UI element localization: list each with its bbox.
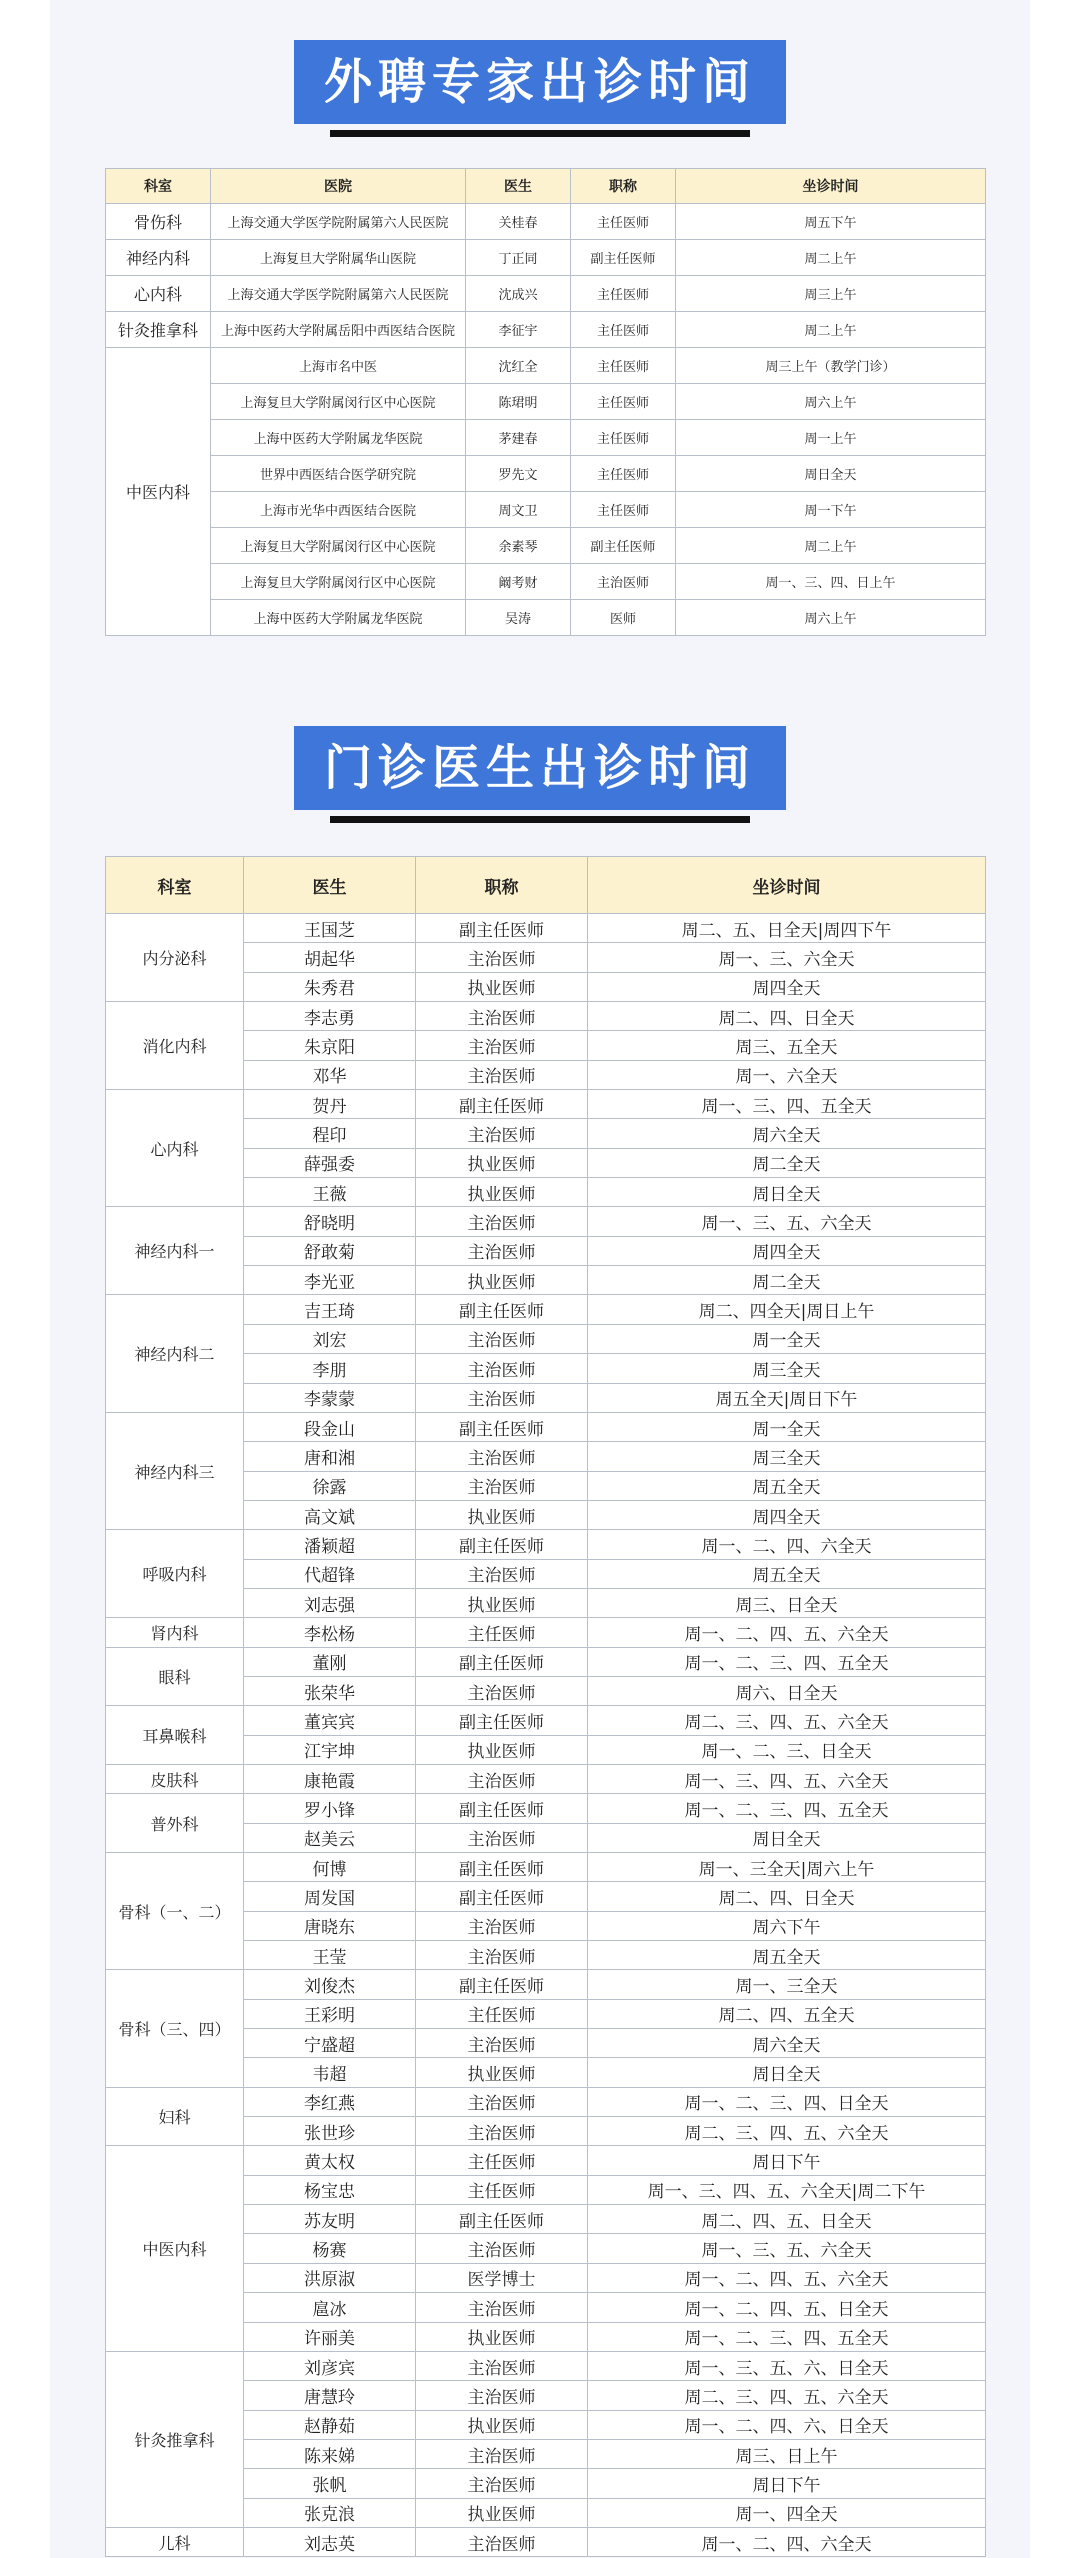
schedule-cell: 周二、三、四、五、六全天: [588, 2381, 986, 2410]
schedule-cell: 周一、二、三、四、五全天: [588, 2322, 986, 2351]
title-cell: 主治医师: [416, 2351, 588, 2380]
doctor-cell: 唐晓东: [244, 1911, 416, 1940]
title-cell: 主治医师: [416, 1764, 588, 1793]
title-cell: 副主任医师: [416, 1647, 588, 1676]
doctor-cell: 周发国: [244, 1882, 416, 1911]
doctor-cell: 扈冰: [244, 2293, 416, 2322]
title-cell: 主治医师: [416, 2381, 588, 2410]
schedule-cell: 周一、三全天: [588, 1970, 986, 1999]
title-cell: 主治医师: [416, 2234, 588, 2263]
schedule-cell: 周六下午: [588, 1911, 986, 1940]
column-header-department: 科室: [106, 169, 211, 204]
title-cell: 主任医师: [571, 420, 676, 456]
title-cell: 主任医师: [571, 312, 676, 348]
doctor-cell: 朱京阳: [244, 1031, 416, 1060]
section1-title: 外聘专家出诊时间: [294, 40, 786, 124]
department-cell: 神经内科三: [106, 1412, 244, 1529]
schedule-cell: 周三、日全天: [588, 1588, 986, 1617]
schedule-cell: 周二上午: [676, 240, 986, 276]
table-row: [106, 1090, 986, 1119]
schedule-cell: 周三全天: [588, 1354, 986, 1383]
title-cell: 副主任医师: [416, 914, 588, 943]
department-cell: 消化内科: [106, 1002, 244, 1090]
doctor-cell: 李志勇: [244, 1002, 416, 1031]
schedule-cell: 周三上午: [676, 276, 986, 312]
doctor-cell: 阚考财: [466, 564, 571, 600]
hospital-cell: 上海复旦大学附属闵行区中心医院: [211, 528, 466, 564]
hospital-cell: 上海中医药大学附属岳阳中西医结合医院: [211, 312, 466, 348]
schedule-cell: 周一、三、四、五全天: [588, 1090, 986, 1119]
doctor-cell: 段金山: [244, 1412, 416, 1441]
schedule-cell: 周六全天: [588, 2029, 986, 2058]
doctor-cell: 吴涛: [466, 600, 571, 636]
doctor-cell: 余素琴: [466, 528, 571, 564]
doctor-cell: 张世珍: [244, 2117, 416, 2146]
schedule-cell: 周一下午: [676, 492, 986, 528]
title-cell: 主治医师: [416, 2527, 588, 2556]
title-cell: 主治医师: [416, 1911, 588, 1940]
schedule-cell: 周一、二、三、日全天: [588, 1735, 986, 1764]
title-cell: 执业医师: [416, 2410, 588, 2439]
schedule-cell: 周一、二、四、五、日全天: [588, 2293, 986, 2322]
schedule-cell: 周二、四全天|周日上午: [588, 1295, 986, 1324]
title-cell: 主治医师: [416, 1324, 588, 1353]
doctor-cell: 陈来娣: [244, 2439, 416, 2468]
schedule-cell: 周五全天: [588, 1941, 986, 1970]
schedule-cell: 周日下午: [588, 2469, 986, 2498]
department-cell: 儿科: [106, 2527, 244, 2556]
title-cell: 主治医师: [416, 1119, 588, 1148]
doctor-cell: 杨赛: [244, 2234, 416, 2263]
title-cell: 执业医师: [416, 1148, 588, 1177]
title-cell: 主治医师: [416, 1002, 588, 1031]
title-cell: 副主任医师: [571, 240, 676, 276]
doctor-cell: 苏友明: [244, 2205, 416, 2234]
department-cell: 普外科: [106, 1794, 244, 1853]
hospital-cell: 上海复旦大学附属闵行区中心医院: [211, 384, 466, 420]
table-row: [106, 456, 986, 492]
hospital-cell: 上海市名中医: [211, 348, 466, 384]
doctor-cell: 沈红全: [466, 348, 571, 384]
column-header-schedule: 坐诊时间: [588, 857, 986, 914]
title-cell: 副主任医师: [416, 1882, 588, 1911]
title-cell: 主治医师: [416, 1676, 588, 1705]
title-cell: 执业医师: [416, 1266, 588, 1295]
schedule-cell: 周一全天: [588, 1412, 986, 1441]
doctor-cell: 沈成兴: [466, 276, 571, 312]
section1-title-underline: [330, 130, 750, 137]
section2-title-underline: [330, 816, 750, 823]
title-cell: 执业医师: [416, 2058, 588, 2087]
title-cell: 副主任医师: [416, 1530, 588, 1559]
table-row: [106, 420, 986, 456]
doctor-cell: 刘俊杰: [244, 1970, 416, 1999]
column-header-doctor: 医生: [244, 857, 416, 914]
title-cell: 主治医师: [416, 1031, 588, 1060]
department-cell: 中医内科: [106, 2146, 244, 2351]
doctor-cell: 董宾宾: [244, 1706, 416, 1735]
doctor-cell: 李朋: [244, 1354, 416, 1383]
title-cell: 主治医师: [416, 2029, 588, 2058]
schedule-cell: 周一、六全天: [588, 1060, 986, 1089]
doctor-cell: 茅建春: [466, 420, 571, 456]
doctor-cell: 丁正同: [466, 240, 571, 276]
schedule-cell: 周日全天: [588, 1178, 986, 1207]
doctor-cell: 唐和湘: [244, 1442, 416, 1471]
title-cell: 主治医师: [416, 1442, 588, 1471]
doctor-cell: 李征宇: [466, 312, 571, 348]
doctor-cell: 胡起华: [244, 943, 416, 972]
doctor-cell: 舒敢菊: [244, 1236, 416, 1265]
schedule-cell: 周日全天: [588, 1823, 986, 1852]
doctor-cell: 潘颖超: [244, 1530, 416, 1559]
title-cell: 副主任医师: [416, 1794, 588, 1823]
table-row: [106, 1618, 986, 1647]
table-row: [106, 384, 986, 420]
schedule-cell: 周六上午: [676, 600, 986, 636]
schedule-cell: 周二全天: [588, 1148, 986, 1177]
doctor-cell: 李松杨: [244, 1618, 416, 1647]
title-cell: 主治医师: [416, 1941, 588, 1970]
schedule-cell: 周日全天: [588, 2058, 986, 2087]
table-row: [106, 2087, 986, 2116]
department-cell: 心内科: [106, 1090, 244, 1207]
schedule-cell: 周五下午: [676, 204, 986, 240]
doctor-cell: 朱秀君: [244, 972, 416, 1001]
doctor-cell: 江宇坤: [244, 1735, 416, 1764]
department-cell: 针灸推拿科: [106, 312, 211, 348]
table-row: [106, 600, 986, 636]
title-cell: 副主任医师: [416, 1412, 588, 1441]
schedule-cell: 周二、五、日全天|周四下午: [588, 914, 986, 943]
section1-banner: [0, 40, 1080, 137]
department-cell: 骨科（三、四）: [106, 1970, 244, 2087]
table-row: [106, 1853, 986, 1882]
schedule-cell: 周五全天|周日下午: [588, 1383, 986, 1412]
schedule-cell: 周一、二、四、六、日全天: [588, 2410, 986, 2439]
table-row: [106, 1970, 986, 1999]
doctor-cell: 刘彦宾: [244, 2351, 416, 2380]
schedule-cell: 周六、日全天: [588, 1676, 986, 1705]
doctor-cell: 关桂春: [466, 204, 571, 240]
doctor-cell: 周文卫: [466, 492, 571, 528]
schedule-cell: 周四全天: [588, 1500, 986, 1529]
table-row: [106, 1207, 986, 1236]
title-cell: 主治医师: [416, 1471, 588, 1500]
doctor-cell: 康艳霞: [244, 1764, 416, 1793]
schedule-cell: 周一全天: [588, 1324, 986, 1353]
doctor-cell: 杨宝忠: [244, 2175, 416, 2204]
schedule-cell: 周四全天: [588, 1236, 986, 1265]
column-header-hospital: 医院: [211, 169, 466, 204]
doctor-cell: 李光亚: [244, 1266, 416, 1295]
doctor-cell: 舒晓明: [244, 1207, 416, 1236]
title-cell: 主任医师: [416, 1618, 588, 1647]
doctor-cell: 徐露: [244, 1471, 416, 1500]
doctor-cell: 赵静茹: [244, 2410, 416, 2439]
title-cell: 主治医师: [416, 2293, 588, 2322]
title-cell: 主治医师: [416, 2439, 588, 2468]
schedule-cell: 周一、二、三、四、五全天: [588, 1794, 986, 1823]
title-cell: 主治医师: [416, 1383, 588, 1412]
table-header-row: [106, 857, 986, 914]
schedule-cell: 周一、二、四、五、六全天: [588, 2263, 986, 2292]
hospital-cell: 世界中西医结合医学研究院: [211, 456, 466, 492]
title-cell: 副主任医师: [416, 1970, 588, 1999]
title-cell: 主治医师: [416, 1236, 588, 1265]
schedule-cell: 周一、四全天: [588, 2498, 986, 2527]
doctor-cell: 贺丹: [244, 1090, 416, 1119]
schedule-cell: 周一、三、五、六全天: [588, 2234, 986, 2263]
doctor-cell: 吉王琦: [244, 1295, 416, 1324]
department-cell: 中医内科: [106, 348, 211, 636]
doctor-cell: 代超锋: [244, 1559, 416, 1588]
title-cell: 主任医师: [416, 2146, 588, 2175]
title-cell: 执业医师: [416, 1178, 588, 1207]
schedule-cell: 周日全天: [676, 456, 986, 492]
title-cell: 副主任医师: [416, 2205, 588, 2234]
table-row: [106, 564, 986, 600]
outpatient-doctors-table: [105, 856, 986, 2557]
title-cell: 主治医师: [416, 1207, 588, 1236]
doctor-cell: 张荣华: [244, 1676, 416, 1705]
schedule-cell: 周六全天: [588, 1119, 986, 1148]
title-cell: 副主任医师: [416, 1295, 588, 1324]
hospital-cell: 上海复旦大学附属闵行区中心医院: [211, 564, 466, 600]
doctor-cell: 唐慧玲: [244, 2381, 416, 2410]
doctor-cell: 何博: [244, 1853, 416, 1882]
department-cell: 骨伤科: [106, 204, 211, 240]
hospital-cell: 上海中医药大学附属龙华医院: [211, 420, 466, 456]
schedule-cell: 周二上午: [676, 312, 986, 348]
department-cell: 皮肤科: [106, 1764, 244, 1793]
title-cell: 主治医师: [416, 2469, 588, 2498]
schedule-cell: 周二、三、四、五、六全天: [588, 2117, 986, 2146]
doctor-cell: 罗先文: [466, 456, 571, 492]
schedule-cell: 周一、二、三、四、五全天: [588, 1647, 986, 1676]
hospital-cell: 上海交通大学医学院附属第六人民医院: [211, 204, 466, 240]
doctor-cell: 董刚: [244, 1647, 416, 1676]
title-cell: 主治医师: [571, 564, 676, 600]
schedule-cell: 周二、四、日全天: [588, 1882, 986, 1911]
doctor-cell: 罗小锋: [244, 1794, 416, 1823]
department-cell: 神经内科一: [106, 1207, 244, 1295]
doctor-cell: 李蒙蒙: [244, 1383, 416, 1412]
title-cell: 医师: [571, 600, 676, 636]
doctor-cell: 许丽美: [244, 2322, 416, 2351]
title-cell: 医学博士: [416, 2263, 588, 2292]
table-row: [106, 240, 986, 276]
title-cell: 主任医师: [571, 492, 676, 528]
doctor-cell: 陈珺明: [466, 384, 571, 420]
table-header-row: [106, 169, 986, 204]
schedule-cell: 周二、四、五全天: [588, 1999, 986, 2028]
table-row: [106, 2146, 986, 2175]
table-row: [106, 1794, 986, 1823]
department-cell: 妇科: [106, 2087, 244, 2146]
table-row: [106, 1764, 986, 1793]
title-cell: 主治医师: [416, 1060, 588, 1089]
title-cell: 主任医师: [571, 456, 676, 492]
doctor-cell: 李红燕: [244, 2087, 416, 2116]
title-cell: 主任医师: [416, 2175, 588, 2204]
doctor-cell: 邓华: [244, 1060, 416, 1089]
title-cell: 执业医师: [416, 1588, 588, 1617]
table-row: [106, 1412, 986, 1441]
section2-banner: [0, 726, 1080, 823]
hospital-cell: 上海复旦大学附属华山医院: [211, 240, 466, 276]
schedule-cell: 周一、三、六全天: [588, 943, 986, 972]
title-cell: 执业医师: [416, 2322, 588, 2351]
doctor-cell: 赵美云: [244, 1823, 416, 1852]
doctor-cell: 宁盛超: [244, 2029, 416, 2058]
schedule-cell: 周五全天: [588, 1559, 986, 1588]
schedule-cell: 周二全天: [588, 1266, 986, 1295]
title-cell: 主治医师: [416, 1354, 588, 1383]
schedule-cell: 周一、二、四、六全天: [588, 2527, 986, 2556]
department-cell: 神经内科二: [106, 1295, 244, 1412]
title-cell: 主治医师: [416, 2117, 588, 2146]
department-cell: 内分泌科: [106, 914, 244, 1002]
title-cell: 主任医师: [571, 204, 676, 240]
column-header-department: 科室: [106, 857, 244, 914]
title-cell: 主任医师: [571, 348, 676, 384]
title-cell: 副主任医师: [416, 1853, 588, 1882]
title-cell: 主任医师: [571, 384, 676, 420]
column-header-title: 职称: [416, 857, 588, 914]
department-cell: 骨科（一、二）: [106, 1853, 244, 1970]
table-row: [106, 1002, 986, 1031]
schedule-cell: 周日下午: [588, 2146, 986, 2175]
title-cell: 主治医师: [416, 943, 588, 972]
schedule-cell: 周三上午（教学门诊）: [676, 348, 986, 384]
schedule-cell: 周五全天: [588, 1471, 986, 1500]
hospital-cell: 上海市光华中西医结合医院: [211, 492, 466, 528]
schedule-cell: 周二上午: [676, 528, 986, 564]
doctor-cell: 王莹: [244, 1941, 416, 1970]
doctor-cell: 王薇: [244, 1178, 416, 1207]
doctor-cell: 刘宏: [244, 1324, 416, 1353]
doctor-cell: 高文斌: [244, 1500, 416, 1529]
table-row: [106, 1295, 986, 1324]
doctor-cell: 王国芝: [244, 914, 416, 943]
table-row: [106, 204, 986, 240]
schedule-cell: 周三、日上午: [588, 2439, 986, 2468]
hospital-cell: 上海中医药大学附属龙华医院: [211, 600, 466, 636]
title-cell: 执业医师: [416, 1500, 588, 1529]
column-header-doctor: 医生: [466, 169, 571, 204]
title-cell: 主治医师: [416, 1823, 588, 1852]
table-row: [106, 1706, 986, 1735]
department-cell: 心内科: [106, 276, 211, 312]
department-cell: 呼吸内科: [106, 1530, 244, 1618]
schedule-cell: 周三、五全天: [588, 1031, 986, 1060]
doctor-cell: 洪原淑: [244, 2263, 416, 2292]
department-cell: 神经内科: [106, 240, 211, 276]
title-cell: 主治医师: [416, 1559, 588, 1588]
department-cell: 肾内科: [106, 1618, 244, 1647]
schedule-cell: 周六上午: [676, 384, 986, 420]
schedule-cell: 周二、三、四、五、六全天: [588, 1706, 986, 1735]
schedule-cell: 周一、三、四、五、六全天|周二下午: [588, 2175, 986, 2204]
schedule-cell: 周一、三、五、六全天: [588, 1207, 986, 1236]
department-cell: 针灸推拿科: [106, 2351, 244, 2527]
section2-title: 门诊医生出诊时间: [294, 726, 786, 810]
title-cell: 主任医师: [571, 276, 676, 312]
table-row: [106, 2351, 986, 2380]
department-cell: 眼科: [106, 1647, 244, 1706]
schedule-cell: 周一、二、三、四、日全天: [588, 2087, 986, 2116]
title-cell: 执业医师: [416, 972, 588, 1001]
doctor-cell: 黄太权: [244, 2146, 416, 2175]
doctor-cell: 刘志英: [244, 2527, 416, 2556]
column-header-schedule: 坐诊时间: [676, 169, 986, 204]
title-cell: 主任医师: [416, 1999, 588, 2028]
schedule-cell: 周一、三、四、五、六全天: [588, 1764, 986, 1793]
schedule-cell: 周一、三、四、日上午: [676, 564, 986, 600]
schedule-cell: 周一、三、五、六、日全天: [588, 2351, 986, 2380]
schedule-cell: 周四全天: [588, 972, 986, 1001]
schedule-cell: 周一、三全天|周六上午: [588, 1853, 986, 1882]
doctor-cell: 张克浪: [244, 2498, 416, 2527]
schedule-cell: 周二、四、五、日全天: [588, 2205, 986, 2234]
table-row: [106, 492, 986, 528]
table-row: [106, 312, 986, 348]
schedule-cell: 周三全天: [588, 1442, 986, 1471]
table-row: [106, 528, 986, 564]
title-cell: 主治医师: [416, 2087, 588, 2116]
doctor-cell: 张帆: [244, 2469, 416, 2498]
department-cell: 耳鼻喉科: [106, 1706, 244, 1765]
doctor-cell: 薛强委: [244, 1148, 416, 1177]
schedule-cell: 周二、四、日全天: [588, 1002, 986, 1031]
table-row: [106, 348, 986, 384]
column-header-title: 职称: [571, 169, 676, 204]
table-row: [106, 914, 986, 943]
table-row: [106, 2527, 986, 2556]
hospital-cell: 上海交通大学医学院附属第六人民医院: [211, 276, 466, 312]
title-cell: 副主任医师: [571, 528, 676, 564]
schedule-cell: 周一、二、四、六全天: [588, 1530, 986, 1559]
table-row: [106, 276, 986, 312]
doctor-cell: 程印: [244, 1119, 416, 1148]
table-row: [106, 1647, 986, 1676]
external-experts-table: [105, 168, 986, 636]
doctor-cell: 韦超: [244, 2058, 416, 2087]
title-cell: 副主任医师: [416, 1090, 588, 1119]
doctor-cell: 王彩明: [244, 1999, 416, 2028]
title-cell: 执业医师: [416, 2498, 588, 2527]
title-cell: 副主任医师: [416, 1706, 588, 1735]
title-cell: 执业医师: [416, 1735, 588, 1764]
doctor-cell: 刘志强: [244, 1588, 416, 1617]
schedule-cell: 周一、二、四、五、六全天: [588, 1618, 986, 1647]
schedule-cell: 周一上午: [676, 420, 986, 456]
table-row: [106, 1530, 986, 1559]
